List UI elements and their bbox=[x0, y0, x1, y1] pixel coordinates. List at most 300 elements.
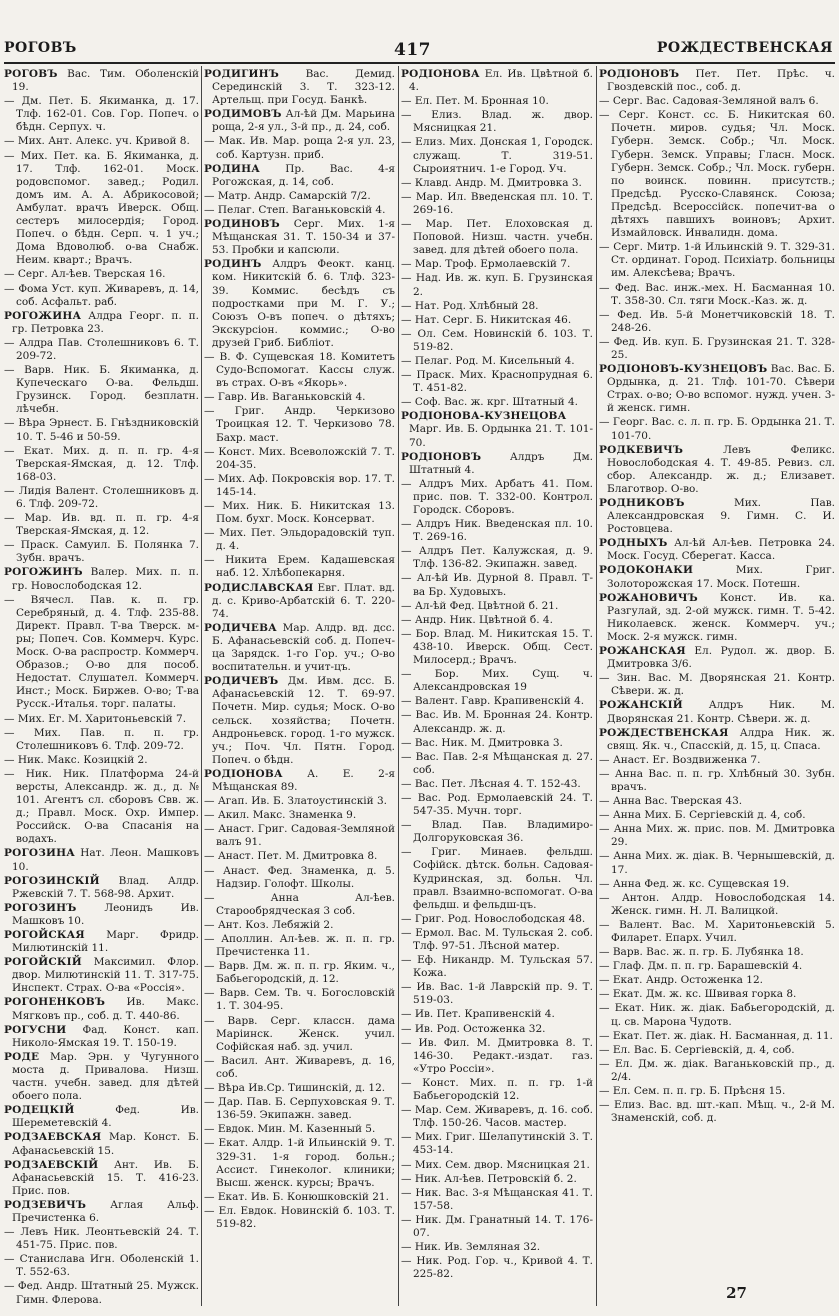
entry-text: Вячесл. Пав. к. п. гр. Серебряный, д. 4. Тлф. 235-88. Директ. Правл. Т-ва Тверск. м-ры; Попеч. Сов. Коммерч. Курс. Моск. О-ва распростр. Коммерч. Образов.; О-во для пособ. Недостат. Слушател. Коммерч. Инст.; Моск. Биржев. О-во; Т-ва Русск.-Италья. торг. палаты. bbox=[16, 593, 199, 711]
surname-heading: РОДЕ bbox=[4, 1050, 40, 1063]
entry-text: Конст. Мих. п. п. гр. 1-й Бабьегородскій 12. bbox=[413, 1076, 593, 1103]
entry-text: Мар. Сем. Живаревъ, д. 16. соб. Тлф. 150-26. Часов. мастер. bbox=[413, 1104, 593, 1130]
directory-entry-member bbox=[401, 314, 593, 327]
entry-text: Евдок. Мин. М. Казенный 5. bbox=[217, 1123, 376, 1136]
entry-text: Дар. Пав. Б. Серпуховская 9. Т. 136-59. Экипажн. завед. bbox=[216, 1096, 395, 1122]
surname-heading: РОГОЖИНЪ bbox=[4, 566, 83, 579]
directory-entry-member bbox=[401, 218, 593, 257]
entry-text: Антон. Алдр. Новослободская 14. Женск. гимн. Н. Л. Валицкой. bbox=[611, 891, 835, 917]
directory-entry-member bbox=[401, 518, 593, 544]
directory-entry-member bbox=[401, 1173, 593, 1186]
directory-entry-member bbox=[204, 1082, 395, 1095]
directory-entry-member bbox=[204, 527, 395, 553]
surname-heading: РОДИГИНЪ bbox=[204, 68, 280, 80]
directory-entry-surname bbox=[204, 163, 395, 189]
entry-text: Мих. Ник. Б. Никитская 13. Пом. бухг. Моск. Консерват. bbox=[216, 500, 395, 526]
entry-text: Ант. Коз. Лебяжій 2. bbox=[217, 918, 334, 931]
entry-text: Екат. Пет. ж. діак. Н. Басманная, д. 11. bbox=[612, 1029, 833, 1042]
entry-text: Конст. Ив. ка. Разгулай, зд. 2-ой мужск. гимн. Т. 5-42. Николаевск. женск. Коммерч. уч.; Моск. 2-я мужск. гимн. bbox=[607, 591, 835, 643]
directory-entry-member bbox=[4, 445, 199, 484]
entry-text: Вас. Демид. Серединскій 3. Т. 323-12. Артельщ. при Госуд. Банкѣ. bbox=[212, 68, 395, 107]
entry-text: Праск. Мих. Краснопрудная 6. Т. 451-82. bbox=[413, 369, 593, 395]
surname-heading: РОДИНОВЪ bbox=[204, 218, 280, 231]
directory-entry-member bbox=[401, 300, 593, 313]
entry-text: Андр. Ник. Цвѣтной б. 4. bbox=[414, 613, 553, 626]
entry-text: Алдръ Дм. Штатный 4. bbox=[409, 450, 593, 476]
directory-entry-member bbox=[4, 95, 199, 134]
directory-entry-member bbox=[4, 283, 199, 309]
entry-text: Мих. Пав. п. п. гр. Столешниковъ 6. Тлф. 209-72. bbox=[16, 726, 199, 752]
directory-entry-member bbox=[401, 1104, 593, 1130]
header-rule bbox=[4, 62, 835, 64]
directory-entry-member bbox=[401, 1241, 593, 1254]
entry-text: Пет. Пет. Прѣс. ч. Гвоздевскій пос., соб. д. bbox=[607, 68, 835, 94]
entry-text: Алдръ Ник. Введенская пл. 10. Т. 269-16. bbox=[413, 518, 593, 544]
entry-text: Анаст. Ег. Воздвиженка 7. bbox=[612, 753, 761, 766]
entry-text: Вас. Вас. Б. Ордынка, д. 21. Тлф. 101-70. Сѣвери Страх. о-во; О-во вспомог. нужд. учен. 3-й женск. гимн. bbox=[607, 363, 835, 415]
directory-entry-member bbox=[204, 1123, 395, 1136]
directory-entry-member bbox=[4, 768, 199, 847]
column-divider bbox=[201, 66, 202, 1306]
surname-heading: РОДІОНОВА-КУЗНЕЦОВА bbox=[401, 410, 567, 423]
surname-heading: РОГОЖИНА bbox=[4, 309, 82, 322]
directory-entry-member bbox=[401, 177, 593, 190]
entry-text: Леонидъ Ив. Машковъ 10. bbox=[12, 901, 199, 927]
directory-entry-member bbox=[599, 823, 835, 849]
directory-entry-member bbox=[204, 865, 395, 891]
directory-entry-member bbox=[204, 446, 395, 472]
surname-heading: РОДКЕВИЧЪ bbox=[599, 443, 684, 456]
entry-text: Серг. Мих. 1-я Мѣщанская 31. Т. 150-34 и 37-53. Пробки и капсюли. bbox=[212, 218, 395, 257]
entry-text: Ел. Евдок. Новинскій б. 103. Т. 519-82. bbox=[216, 1204, 395, 1230]
entry-text: Григ. Род. Новослободская 48. bbox=[414, 912, 586, 925]
directory-entry-surname bbox=[599, 727, 835, 753]
directory-entry-member bbox=[401, 369, 593, 395]
directory-entry-member bbox=[4, 337, 199, 363]
directory-entry-member bbox=[204, 919, 395, 932]
entry-text: Ал-ѣй Дм. Марьина роща, 2-я ул., 3-й пр., д. 24, соб. bbox=[212, 108, 395, 134]
entry-text: Мих. Пав. Александровская 9. Гимн. С. И. Ростовцева. bbox=[607, 497, 835, 536]
directory-entry-surname bbox=[4, 1051, 199, 1103]
directory-entry-member bbox=[204, 1015, 395, 1054]
directory-entry-surname bbox=[401, 410, 593, 449]
directory-entry-member bbox=[204, 809, 395, 822]
entry-text: Фед. Ив. 5-й Монетчиковскій 18. Т. 248-26. bbox=[611, 308, 835, 334]
directory-entry-surname bbox=[599, 537, 835, 563]
entry-text: Алдра Ник. ж. свящ. Як. ч., Спасскій, д. 15, ц. Спаса. bbox=[607, 726, 835, 752]
directory-entry-member bbox=[599, 1030, 835, 1043]
directory-entry-member bbox=[401, 136, 593, 175]
surname-heading: РОДІОНОВЪ bbox=[599, 68, 680, 80]
surname-heading: РОДЗЕВИЧЪ bbox=[4, 1198, 87, 1211]
entry-text: Фад. Конст. кап. Николо-Ямская 19. Т. 150-19. bbox=[12, 1023, 199, 1049]
entry-text: Серг. Вас. Садовая-Земляной валъ 6. bbox=[612, 95, 819, 108]
directory-entry-member bbox=[401, 954, 593, 980]
directory-entry-member bbox=[599, 1002, 835, 1028]
entry-text: Ник. Макс. Козицкій 2. bbox=[17, 753, 148, 766]
directory-entry-member bbox=[204, 391, 395, 404]
entry-text: Елиз. Вас. вд. шт.-кап. Мѣщ. ч., 2-й М. Знаменскій, соб. д. bbox=[611, 1099, 835, 1125]
entry-text: Пр. Вас. 4-я Рогожская, д. 14, соб. bbox=[212, 162, 395, 188]
directory-entry-surname bbox=[4, 996, 199, 1022]
surname-heading: РОДИНА bbox=[204, 162, 260, 175]
entry-text: Мих. Ег. М. Харитоньевскій 7. bbox=[17, 712, 187, 725]
entry-text: Ник. Ник. Платформа 24-й версты, Александр. ж. д., д. № 101. Агентъ сл. сборовъ Свв. ж. д.; Правл. Моск. Охр. Импер. Российск. О-ва Спасанія на водахъ. bbox=[16, 767, 199, 846]
directory-entry-surname bbox=[4, 1199, 199, 1225]
surname-heading: РОДЗАЕВСКІЙ bbox=[4, 1158, 99, 1171]
entry-text: Ив. Род. Остоженка 32. bbox=[414, 1022, 546, 1035]
entry-text: Лидія Валент. Столешниковъ д. 6. Тлф. 209-72. bbox=[16, 484, 199, 510]
surname-heading: РОДЕЦКІЙ bbox=[4, 1104, 75, 1117]
directory-entry-member bbox=[599, 416, 835, 442]
entry-text: Клавд. Андр. М. Дмитровка 3. bbox=[414, 176, 582, 189]
column-divider bbox=[596, 66, 597, 1306]
entry-text: Ив. Пет. Крапивенскій 4. bbox=[414, 1008, 555, 1021]
entry-text: Мих. Григ. Золоторожская 17. Моск. Потешн. bbox=[607, 564, 835, 590]
directory-entry-surname bbox=[204, 218, 395, 257]
surname-heading: РОГОВЪ bbox=[4, 68, 58, 80]
directory-entry-member bbox=[599, 919, 835, 945]
directory-column-3 bbox=[401, 68, 593, 1304]
directory-entry-member bbox=[401, 778, 593, 791]
entry-text: Мих. Ант. Алекс. уч. Кривой 8. bbox=[17, 135, 190, 148]
entry-text: Варв. Дм. ж. п. п. гр. Яким. ч., Бабьегородскій, д. 12. bbox=[216, 960, 395, 986]
page-number: 417 bbox=[394, 40, 431, 60]
directory-entry-member bbox=[401, 355, 593, 368]
directory-entry-member bbox=[204, 190, 395, 203]
entry-text: Пелаг. Род. М. Кисельный 4. bbox=[414, 354, 575, 367]
entry-text: Варв. Сем. Тв. ч. Богословскій 1. Т. 304-95. bbox=[216, 987, 395, 1013]
directory-entry-member bbox=[204, 554, 395, 580]
directory-entry-member bbox=[4, 1280, 199, 1304]
entry-text: Алдръ Пет. Калужская, д. 9. Тлф. 136-82. Экипажн. завед. bbox=[413, 545, 593, 571]
directory-entry-member bbox=[204, 405, 395, 444]
directory-entry-member bbox=[4, 512, 199, 538]
entry-text: Мих. Пет. Эльдорадовскій туп. д. 4. bbox=[216, 527, 395, 553]
directory-entry-member bbox=[4, 594, 199, 712]
directory-entry-member bbox=[401, 1187, 593, 1213]
entry-text: Никита Ерем. Кадашевская наб. 12. Хлѣбопекарня. bbox=[216, 554, 395, 580]
entry-text: Анна Вас. Тверская 43. bbox=[612, 795, 743, 808]
entry-text: Анаст. Пет. М. Дмитровка 8. bbox=[217, 850, 378, 863]
entry-text: Ник. Ал-ѣев. Петровскій б. 2. bbox=[414, 1172, 577, 1185]
entry-text: Мих. Григ. Шелапутинскій 3. Т. 453-14. bbox=[413, 1131, 593, 1157]
directory-entry-member bbox=[401, 1131, 593, 1157]
directory-entry-member bbox=[401, 572, 593, 598]
entry-text: Влад. Алдр. Ржевскій 7. Т. 568-98. Архит. bbox=[12, 874, 199, 900]
directory-entry-surname bbox=[4, 847, 199, 873]
entry-text: Ел. Дм. ж. діак. Ваганьковскій пр., д. 2/4. bbox=[611, 1057, 835, 1083]
directory-entry-member bbox=[4, 268, 199, 281]
entry-text: Влад. Пав. Владимиро-Долгоруковская 36. bbox=[413, 819, 593, 845]
directory-entry-surname bbox=[4, 1104, 199, 1130]
directory-entry-member bbox=[204, 1137, 395, 1189]
directory-entry-member bbox=[4, 135, 199, 148]
directory-entry-member bbox=[401, 109, 593, 135]
entry-text: Мар. Троф. Ермолаевскій 7. bbox=[414, 258, 571, 271]
directory-entry-member bbox=[4, 1226, 199, 1252]
surname-heading: РОДИМОВЪ bbox=[204, 108, 282, 121]
entry-text: В. Ф. Сущевская 18. Комитетъ Судо-Вспомогат. Кассы служ. въ страх. О-въ «Якорь». bbox=[216, 350, 395, 390]
directory-entry-surname bbox=[599, 363, 835, 415]
entry-text: Вас. Род. Ермолаевскій 24. Т. 547-35. Мучн. торг. bbox=[413, 791, 593, 818]
directory-entry-member bbox=[204, 960, 395, 986]
directory-entry-surname bbox=[204, 768, 395, 794]
directory-entry-surname bbox=[599, 68, 835, 94]
entry-text: Елиз. Мих. Донская 1, Городск. служащ. Т. 319-51. Сыроиятнич. 1-е Город. Уч. bbox=[413, 136, 593, 175]
entry-text: Вѣра Эрнест. Б. Гнѣздниковскій 10. Т. 5-46 и 50-59. bbox=[16, 417, 199, 443]
entry-text: Ел. Сем. п. п. гр. Б. Прѣсня 15. bbox=[612, 1085, 786, 1098]
entry-text: Анна Вас. п. п. гр. Хлѣбный 30. Зубн. врачъ. bbox=[611, 767, 835, 793]
directory-entry-member bbox=[401, 913, 593, 926]
entry-text: Вас. Пет. Лѣсная 4. Т. 152-43. bbox=[414, 777, 581, 790]
directory-entry-member bbox=[4, 713, 199, 726]
surname-heading: РОГОЗИНА bbox=[4, 847, 76, 860]
entry-text: Вас. Тим. Оболенскій 19. bbox=[12, 68, 199, 94]
column-divider bbox=[398, 66, 399, 1306]
directory-entry-member bbox=[599, 946, 835, 959]
directory-entry-member bbox=[204, 500, 395, 526]
entry-text: Ник. Вас. 3-я Мѣщанская 41. Т. 157-58. bbox=[413, 1186, 593, 1212]
directory-column-1 bbox=[4, 68, 199, 1304]
directory-entry-member bbox=[204, 135, 395, 161]
directory-entry-member bbox=[401, 545, 593, 571]
surname-heading: РОДНИКОВЪ bbox=[599, 497, 685, 509]
directory-entry-surname bbox=[204, 675, 395, 767]
entry-text: Фед. Вас. инж.-мех. Н. Басманная 10. Т. 358-30. Сл. тяги Моск.-Каз. ж. д. bbox=[611, 281, 835, 307]
entry-text: Глаф. Дм. п. п. гр. Барашевскій 4. bbox=[612, 960, 803, 973]
directory-entry-member bbox=[204, 892, 395, 918]
entry-text: Валент. Вас. М. Харитоньевскій 5. Филарет. Епарх. Учил. bbox=[611, 918, 835, 944]
surname-heading: РОДИЧЕВА bbox=[204, 621, 277, 634]
entry-text: Над. Ив. ж. куп. Б. Грузинская 2. bbox=[413, 272, 593, 298]
directory-entry-member bbox=[401, 668, 593, 694]
directory-entry-member bbox=[401, 1037, 593, 1076]
directory-entry-member bbox=[204, 933, 395, 959]
directory-entry-member bbox=[401, 792, 593, 818]
entry-text: Анна Мих. ж. діак. В. Чернышевскій, д. 17. bbox=[611, 850, 835, 876]
entry-text: Серг. Ал-ѣев. Тверская 16. bbox=[17, 268, 166, 281]
directory-entry-surname bbox=[204, 258, 395, 350]
directory-entry-member bbox=[599, 282, 835, 308]
entry-text: Ив. Макс. Мягковъ пр., соб. д. Т. 440-86. bbox=[12, 996, 199, 1022]
directory-entry-member bbox=[401, 737, 593, 750]
surname-heading: РОЖАНСКІЙ bbox=[599, 699, 683, 712]
entry-text: Екат. Дм. ж. кс. Швивая горка 8. bbox=[612, 988, 797, 1001]
entry-text: Аполлин. Ал-ѣев. ж. п. п. гр. Пречистенка 11. bbox=[216, 933, 395, 959]
entry-text: Аглая Альф. Пречистенка 6. bbox=[12, 1198, 199, 1224]
entry-text: Фед. Ив. Шереметевскій 4. bbox=[12, 1104, 199, 1130]
entry-text: Мих. Сем. двор. Мясницкая 21. bbox=[414, 1158, 590, 1171]
surname-heading: РОГОЗИНЪ bbox=[4, 901, 77, 914]
entry-text: Мар. Эрн. у Чугунного моста д. Привалова. Низш. частн. учебн. завед. для дѣтей обоего пола. bbox=[12, 1050, 199, 1103]
entry-text: Марг. Фридр. Милютинскій 11. bbox=[12, 929, 199, 955]
directory-entry-member bbox=[204, 204, 395, 217]
entry-text: Екат. Андр. Остоженка 12. bbox=[612, 974, 763, 987]
surname-heading: РОГОЗИНСКІЙ bbox=[4, 874, 100, 887]
entry-text: Матр. Андр. Самарскій 7/2. bbox=[217, 189, 371, 202]
entry-text: Левъ Феликс. Новослободская 4. Т. 49-85. Ревиз. сл. сбор. Александр. ж. д.; Елизавет. Благотвор. О-во. bbox=[607, 443, 835, 495]
entry-text: Вас. Пав. 2-я Мѣщанская д. 27. соб. bbox=[413, 750, 593, 776]
surname-heading: РОДНЫХЪ bbox=[599, 537, 668, 550]
directory-entry-member bbox=[401, 191, 593, 217]
surname-heading: РОГОЙСКІЙ bbox=[4, 956, 82, 969]
entry-text: Марг. Ив. Б. Ордынка 21. Т. 101-70. bbox=[409, 423, 593, 449]
surname-heading: РОДЗАЕВСКАЯ bbox=[4, 1131, 102, 1144]
directory-entry-member bbox=[599, 109, 835, 240]
directory-column-2 bbox=[204, 68, 395, 1304]
entry-text: Анаст. Фед. Знаменка, д. 5. Надзир. Голофт. Школы. bbox=[216, 864, 395, 890]
directory-entry-surname bbox=[599, 699, 835, 725]
directory-entry-member bbox=[599, 95, 835, 108]
directory-entry-surname bbox=[4, 1159, 199, 1198]
directory-entry-surname bbox=[204, 68, 395, 107]
entry-text: Мар. Пет. Елоховская д. Поповой. Низш. частн. учебн. завед. для дѣтей обоего пола. bbox=[413, 218, 593, 257]
entry-text: Варв. Ник. Б. Якиманка, д. Купеческаго О-ва. Фельдш. Грузинск. Город. безплатн. лѣчебн. bbox=[16, 364, 199, 416]
directory-entry-surname bbox=[4, 956, 199, 995]
entry-text: Бор. Мих. Сущ. ч. Александровская 19 bbox=[413, 668, 593, 694]
entry-text: Ел. Пет. М. Бронная 10. bbox=[414, 95, 549, 108]
directory-entry-member bbox=[401, 1077, 593, 1103]
surname-heading: РОГУСНИ bbox=[4, 1023, 67, 1036]
directory-entry-surname bbox=[4, 902, 199, 928]
directory-entry-member bbox=[599, 754, 835, 767]
directory-entry-member bbox=[401, 1008, 593, 1021]
entry-text: Ел. Рудол. ж. двор. Б. Дмитровка 3/6. bbox=[607, 645, 835, 671]
directory-entry-member bbox=[4, 150, 199, 268]
entry-text: Валент. Гавр. Крапивенскій 4. bbox=[414, 695, 585, 708]
directory-entry-member bbox=[599, 1085, 835, 1098]
directory-entry-surname bbox=[204, 622, 395, 674]
entry-text: Фома Уст. куп. Живаревъ, д. 14, соб. Асфальт. раб. bbox=[16, 282, 199, 308]
directory-entry-surname bbox=[4, 875, 199, 901]
directory-entry-member bbox=[401, 1159, 593, 1172]
entry-text: Мар. Алдр. вд. дсс. Б. Афанасьевскій соб. д. Попеч-ца Зарядск. 1-го Гор. уч.; О-во воспитательн. и учит-цъ. bbox=[212, 621, 395, 674]
directory-entry-member bbox=[204, 795, 395, 808]
entry-text: Мар. Конст. Б. Афанасьевскій 15. bbox=[12, 1131, 199, 1157]
surname-heading: РОДІОНОВЪ bbox=[401, 450, 482, 463]
surname-heading: РОДИСЛАВСКАЯ bbox=[204, 581, 314, 594]
directory-entry-member bbox=[204, 823, 395, 849]
entry-text: Ант. Ив. Б. Афанасьевскій 15. Т. 416-23. Прис. пов. bbox=[12, 1158, 199, 1197]
directory-entry-member bbox=[401, 751, 593, 777]
surname-heading: РОГОНЕНКОВЪ bbox=[4, 996, 106, 1009]
directory-entry-surname bbox=[204, 582, 395, 621]
running-header bbox=[4, 40, 835, 62]
directory-entry-surname bbox=[4, 566, 199, 592]
entry-text: Анна Фед. ж. кс. Сущевская 19. bbox=[612, 877, 790, 890]
directory-entry-surname bbox=[4, 68, 199, 94]
entry-text: Анна Мих. Б. Сергіевскій д. 4, соб. bbox=[612, 809, 806, 822]
directory-entry-member bbox=[204, 1055, 395, 1081]
entry-text: Вас. Ник. М. Дмитровка 3. bbox=[414, 736, 563, 749]
entry-text: Ол. Сем. Новинскій б. 103. Т. 519-82. bbox=[413, 327, 593, 353]
surname-heading: РОЖДЕСТВЕНСКАЯ bbox=[599, 726, 729, 739]
surname-heading: РОДИЧЕВЪ bbox=[204, 675, 279, 688]
directory-entry-surname bbox=[4, 929, 199, 955]
entry-text: Екат. Ник. ж. діак. Бабьегородскій, д. ц. св. Марона Чудотв. bbox=[611, 1002, 835, 1028]
directory-entry-member bbox=[401, 478, 593, 517]
directory-entry-member bbox=[599, 672, 835, 698]
directory-entry-member bbox=[599, 809, 835, 822]
directory-entry-member bbox=[4, 539, 199, 565]
entry-text: Вѣра Ив.Ср. Тишинскій, д. 12. bbox=[217, 1082, 386, 1095]
directory-entry-member bbox=[401, 846, 593, 911]
entry-text: Варв. Серг. классн. дама Маріинск. Женск. учил. Софійская наб. зд. учил. bbox=[216, 1014, 395, 1053]
entry-text: Алдръ Феокт. канц. ком. Никитскій б. 6. Тлф. 323-39. Коммис. бесѣдъ съ подростками при М. Г. У.; Союзъ О-въ попеч. о дѣтяхъ; Экскурсіон. коммис.; О-во друзей Гриб. Библіот. bbox=[212, 258, 395, 349]
directory-entry-surname bbox=[401, 451, 593, 477]
entry-text: Акил. Макс. Знаменка 9. bbox=[217, 809, 357, 822]
header-right-keyword: РОЖДЕСТВЕНСКАЯ bbox=[656, 40, 833, 56]
directory-entry-member bbox=[599, 974, 835, 987]
entry-text: Елиз. Влад. ж. двор. Мясницкая 21. bbox=[413, 109, 593, 135]
entry-text: Гавр. Ив. Ваганьковскій 4. bbox=[217, 391, 366, 404]
directory-entry-surname bbox=[4, 310, 199, 336]
entry-text: Нат. Род. Хлѣбный 28. bbox=[414, 299, 539, 312]
entry-text: Ник. Дм. Гранатный 14. Т. 176-07. bbox=[413, 1213, 593, 1239]
directory-entry-member bbox=[401, 328, 593, 354]
entry-text: Ал-ѣй Ив. Дурной 8. Правл. Т-ва Бр. Худовыхъ. bbox=[413, 572, 593, 598]
entry-text: Анна Ал-ѣев. Старообрядческая 3 соб. bbox=[216, 891, 395, 917]
directory-entry-member bbox=[599, 309, 835, 335]
directory-entry-member bbox=[599, 1058, 835, 1084]
entry-text: Ел. Вас. Б. Сергіевскій, д. 4, соб. bbox=[612, 1043, 795, 1056]
directory-entry-member bbox=[204, 473, 395, 499]
entry-text: Алдра Пав. Столешниковъ 6. Т. 209-72. bbox=[16, 336, 199, 362]
directory-entry-member bbox=[401, 614, 593, 627]
directory-entry-member bbox=[401, 1214, 593, 1240]
directory-entry-member bbox=[599, 892, 835, 918]
entry-text: Праск. Самуил. Б. Полянка 7. Зубн. врачъ. bbox=[16, 539, 199, 565]
directory-entry-member bbox=[401, 396, 593, 409]
entry-text: Конст. Мих. Всеволожскій 7. Т. 204-35. bbox=[216, 445, 395, 471]
directory-entry-member bbox=[599, 241, 835, 280]
surname-heading: РОДІОНОВА bbox=[401, 68, 480, 80]
directory-entry-member bbox=[204, 1096, 395, 1122]
directory-entry-member bbox=[401, 981, 593, 1007]
directory-entry-member bbox=[401, 695, 593, 708]
entry-text: Ел. Ив. Цвѣтной б. 4. bbox=[409, 68, 593, 94]
directory-entry-member bbox=[401, 1255, 593, 1281]
entry-text: Нат. Серг. Б. Никитская 46. bbox=[414, 313, 572, 326]
header-left-keyword: РОГОВЪ bbox=[4, 40, 77, 56]
directory-entry-surname bbox=[4, 1131, 199, 1157]
entry-text: Ал-ѣй Фед. Цвѣтной б. 21. bbox=[414, 599, 559, 612]
directory-entry-member bbox=[401, 600, 593, 613]
surname-heading: РОДИНЪ bbox=[204, 258, 262, 271]
entry-text: Максимил. Флор. двор. Милютинскій 11. Т. 317-75. Инспект. Страх. О-ва «Россія». bbox=[12, 956, 199, 995]
entry-text: Евг. Плат. вд. д. с. Криво-Арбатскій 6. Т. 220-74. bbox=[212, 581, 395, 620]
directory-entry-member bbox=[401, 709, 593, 735]
directory-entry-member bbox=[599, 336, 835, 362]
entry-text: Григ. Андр. Черкизово Троицкая 12. Т. Черкизово 78. Бахр. маст. bbox=[216, 405, 395, 444]
entry-text: Еф. Никандр. М. Тульская 57. Кожа. bbox=[413, 954, 593, 980]
directory-entry-member bbox=[401, 258, 593, 271]
directory-entry-surname bbox=[599, 444, 835, 496]
entry-text: Ив. Вас. 1-й Лаврскій пр. 9. Т. 519-03. bbox=[413, 981, 593, 1007]
directory-entry-member bbox=[204, 351, 395, 390]
directory-entry-surname bbox=[599, 592, 835, 644]
entry-text: Алдра Георг. п. п. гр. Петровка 23. bbox=[12, 309, 199, 335]
entry-text: А. Е. 2-я Мѣщанская 89. bbox=[212, 767, 395, 793]
directory-entry-member bbox=[204, 1191, 395, 1204]
directory-entry-surname bbox=[599, 645, 835, 671]
entry-text: Вас. Ив. М. Бронная 24. Контр. Александр. ж. д. bbox=[413, 709, 593, 735]
surname-heading: РОДІОНОВЪ-КУЗНЕЦОВЪ bbox=[599, 363, 768, 376]
entry-text: Георг. Вас. с. л. п. гр. Б. Ордынка 21. Т. 101-70. bbox=[611, 416, 835, 442]
entry-text: Серг. Митр. 1-й Ильинскій 9. Т. 329-31. Ст. ординат. Город. Психіатр. больницы им. Алексѣева; Врачъ. bbox=[611, 241, 835, 280]
directory-entry-member bbox=[599, 878, 835, 891]
